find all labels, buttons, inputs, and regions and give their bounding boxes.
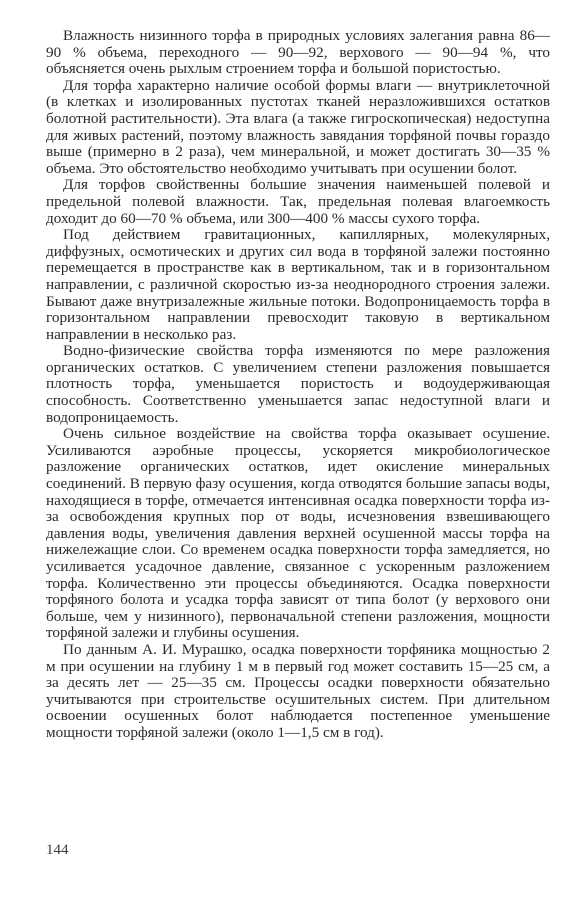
paragraph-drainage-effect: Очень сильное воздействие на свойства торфа оказывает осушение. Усиливаются аэробные процессы, ускоряется микробиологическое разложение органических остатков, идет окисление минеральных соединений. В первую фазу осушения, когда отводятся большие запасы воды, находящиеся в торфе, отмечается интенсивная осадка поверхности торфа из-за освобождения крупных пор от воды, исчезновения взвешивающего давления воды, увеличения давления верхней осушенной массы торфа на нижележащие слои. Со временем осадка поверхности торфа замедляется, но усиливается усадочное давление, связанное с ускоренным разложением торфа. Количественно эти процессы объединяются. Осадка поверхности торфяного болота и усадка торфа зависят от типа болот (у верхового они больше, чем у низинного), первоначальной степени разложения, мощности торфяной залежи и глубины осушения.	[46, 425, 550, 642]
paragraph-murashko-data: По данным А. И. Мурашко, осадка поверхности торфяника мощностью 2 м при осушении на глубину 1 м в первый год может составить 15—25 см, а за десять лет — 25—35 см. Процессы осадки поверхности обязательно учитываются при строительстве осушительных систем. При длительном освоении осушенных болот наблюдается постепенное уменьшение мощности торфяной залежи (около 1—1,5 см в год).	[46, 640, 550, 741]
page-number: 144	[46, 842, 69, 858]
paragraph-field-capacity: Для торфов свойственны большие значения наименьшей полевой и предельной полевой влажности. Так, предельная полевая влагоемкость доходит до 60—70 % объема, или 300—400 % массы сухого торфа.	[46, 176, 550, 227]
page-body	[46, 28, 550, 742]
paragraph-water-movement: Под действием гравитационных, капиллярных, молекулярных, диффузных, осмотических и других сил вода в торфяной залежи постоянно перемещается в пространстве как в вертикальном, так и в горизонтальном направлении, с различной скоростью из-за неоднородного строения залежи. Бывают даже внутризалежные жильные потоки. Водопроницаемость торфа в горизонтальном направлении превосходит таковую в вертикальном направлении в несколько раз.	[46, 226, 550, 343]
paragraph-decomposition: Водно-физические свойства торфа изменяются по мере разложения органических остатков. С увеличением степени разложения повышается плотность торфа, уменьшается пористость и водоудерживающая способность. Соответственно уменьшается запас недоступной влаги и водопроницаемость.	[46, 342, 550, 426]
paragraph-intracellular-water: Для торфа характерно наличие особой формы влаги — внутриклеточной (в клетках и изолированных пустотах тканей неразложившихся остатков болотной растительности). Эта влага (а также гигроскопическая) недоступна для живых растений, поэтому влажность завядания торфяной почвы гораздо выше (примерно в 2 раза), чем минеральной, и может достигать 30—35 % объема. Это обстоятельство необходимо учитывать при осушении болот.	[46, 76, 550, 177]
paragraph-peat-moisture: Влажность низинного торфа в природных условиях залегания равна 86—90 % объема, переходного — 90—92, верхового — 90—94 %, что объясняется очень рыхлым строением торфа и большой пористостью.	[46, 27, 550, 78]
